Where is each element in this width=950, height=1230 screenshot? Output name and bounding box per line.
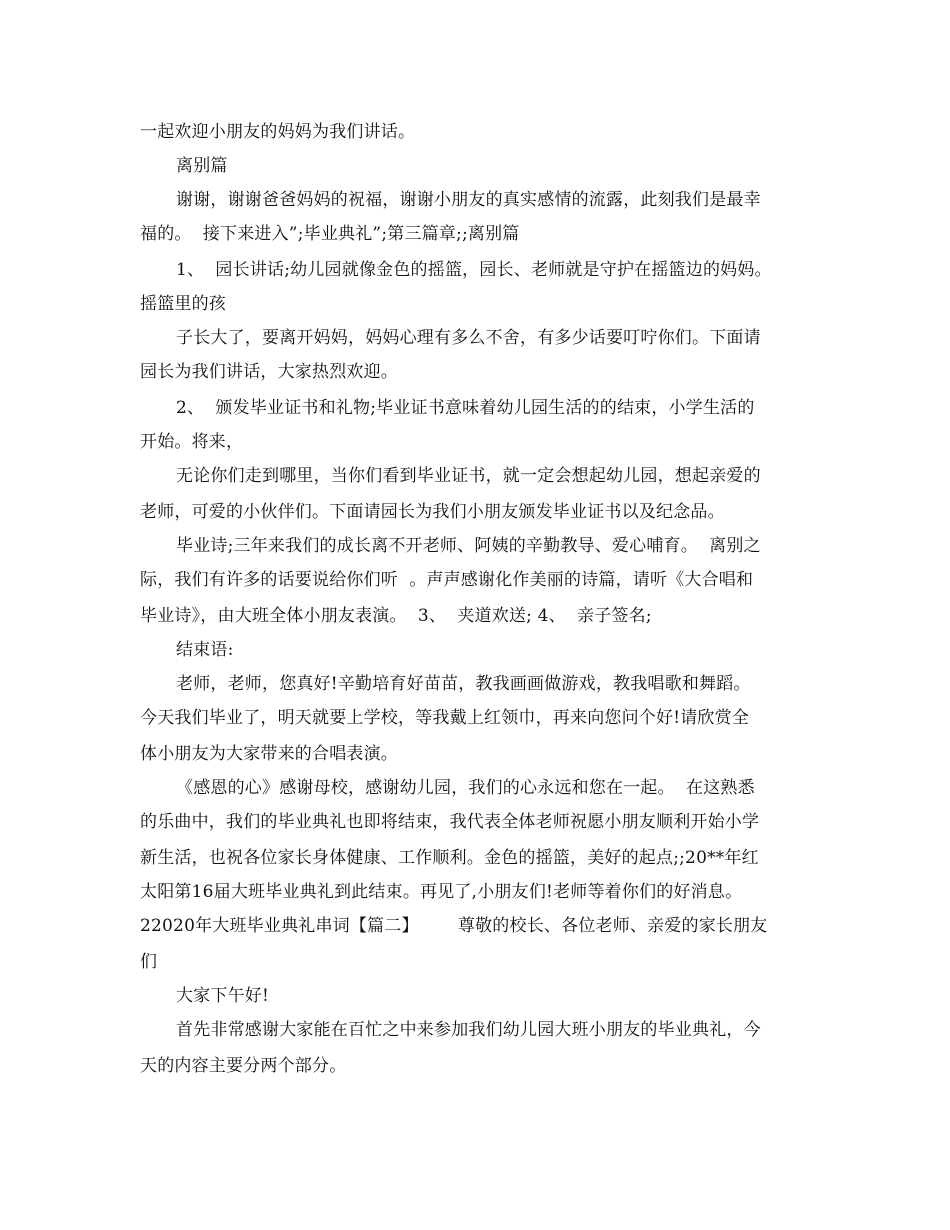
text-line: 谢谢，谢谢爸爸妈妈的祝福，谢谢小朋友的真实感情的流露，此刻我们是最幸 (176, 190, 761, 210)
text-line: 子长大了，要离开妈妈，妈妈心理有多么不舍，有多少话要叮咛你们。下面请 (176, 328, 761, 348)
text-line: 大家下午好! (176, 986, 270, 1006)
text-line: 今天我们毕业了，明天就要上学校，等我戴上红领巾，再来向您问个好!请欣赏全 (140, 708, 750, 728)
text-line: 1、 园长讲话;幼儿园就像金色的摇篮，园长、老师就是守护在摇篮边的妈妈。 (176, 260, 772, 280)
text-line: 毕业诗;三年来我们的成长离不开老师、阿姨的辛勤教导、爱心哺育。 离别之 (176, 536, 761, 556)
text-line: 的乐曲中，我们的毕业典礼也即将结束，我代表全体老师祝愿小朋友顺利开始小学 (140, 812, 760, 832)
text-line: 开始。将来， (140, 432, 244, 452)
section-heading: 离别篇 (176, 156, 228, 176)
text-line: 毕业诗》，由大班全体小朋友表演。 3、 夹道欢送; 4、 亲子签名; (140, 606, 652, 626)
text-line: 22020年大班毕业典礼串词【篇二】 尊敬的校长、各位老师、亲爱的家长朋友 (140, 916, 768, 936)
section-heading: 结束语: (176, 640, 234, 660)
text-line: 际，我们有许多的话要说给你们听 。声声感谢化作美丽的诗篇，请听《大合唱和 (140, 570, 754, 590)
text-line: 体小朋友为大家带来的合唱表演。 (140, 744, 398, 764)
text-line: 们 (140, 952, 158, 972)
text-line: 新生活，也祝各位家长身体健康、工作顺利。金色的摇篮，美好的起点;;20**年红 (140, 848, 759, 868)
text-line: 园长为我们讲话，大家热烈欢迎。 (140, 362, 398, 382)
text-line: 天的内容主要分两个部分。 (140, 1056, 347, 1076)
text-line: 摇篮里的孩 (140, 294, 226, 314)
text-line: 福的。 接下来进入”;毕业典礼”;第三篇章;;离别篇 (140, 224, 520, 244)
text-line: 老师，老师，您真好!辛勤培育好苗苗，教我画画做游戏，教我唱歌和舞蹈。 (176, 674, 751, 694)
text-line: 首先非常感谢大家能在百忙之中来参加我们幼儿园大班小朋友的毕业典礼，今 (176, 1020, 761, 1040)
text-line: 太阳第16届大班毕业典礼到此结束。再见了,小朋友们!老师等着你们的好消息。 (140, 882, 743, 902)
text-line: 一起欢迎小朋友的妈妈为我们讲话。 (140, 122, 416, 142)
text-line: 2、 颁发毕业证书和礼物;毕业证书意味着幼儿园生活的的结束，小学生活的 (176, 398, 755, 418)
text-line: 无论你们走到哪里，当你们看到毕业证书，就一定会想起幼儿园，想起亲爱的 (176, 466, 761, 486)
text-line: 老师，可爱的小伙伴们。下面请园长为我们小朋友颁发毕业证书以及纪念品。 (140, 502, 725, 522)
text-line: 《感恩的心》感谢母校，感谢幼儿园，我们的心永远和您在一起。 在这熟悉 (176, 778, 755, 798)
